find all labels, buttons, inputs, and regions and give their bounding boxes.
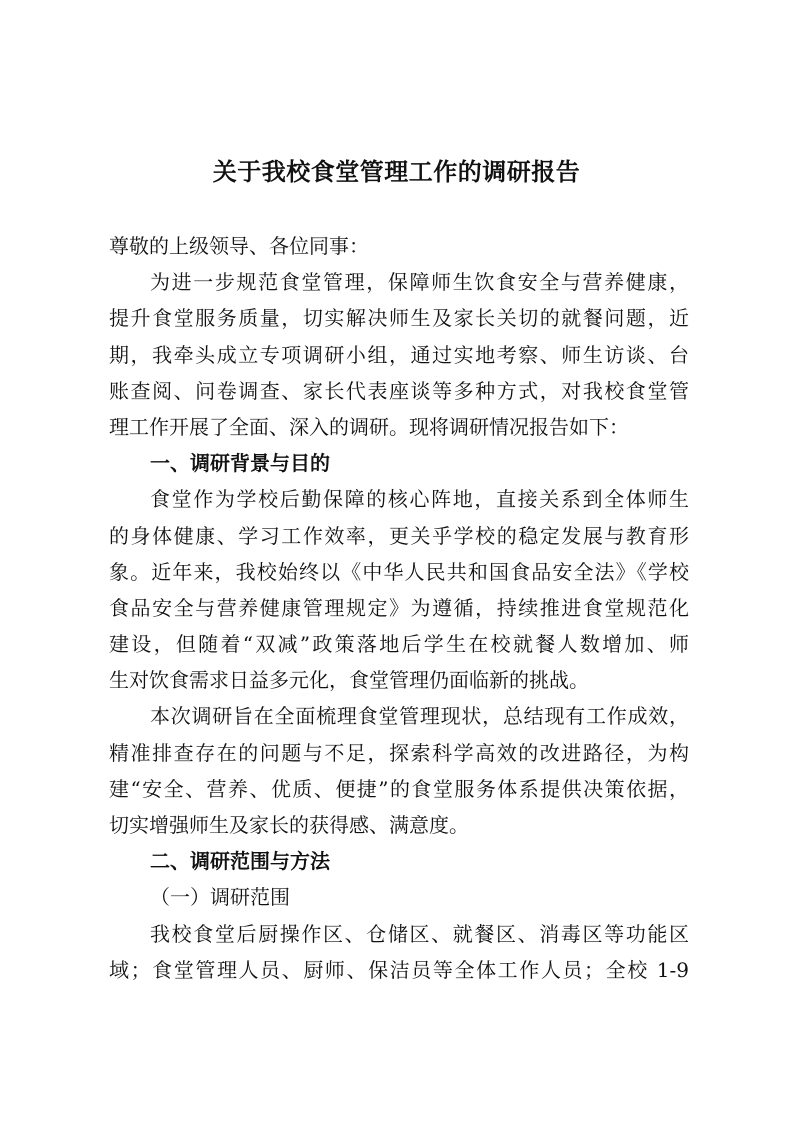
paragraph-line: 食品安全与营养健康管理规定》为遵循，持续推进食堂规范化	[109, 595, 689, 620]
intro-line: 为进一步规范食堂管理，保障师生饮食安全与营养健康，	[150, 270, 689, 295]
paragraph-line: 象。近年来，我校始终以《中华人民共和国食品安全法》《学校	[109, 559, 689, 584]
intro-line: 提升食堂服务质量，切实解决师生及家长关切的就餐问题，近	[109, 306, 689, 331]
paragraph-line: 精准排查存在的问题与不足，探索科学高效的改进路径，为构	[109, 740, 689, 765]
paragraph-line: 切实增强师生及家长的获得感、满意度。	[109, 813, 469, 837]
document-title: 关于我校食堂管理工作的调研报告	[212, 158, 581, 186]
paragraph-line: 的身体健康、学习工作效率，更关乎学校的稳定发展与教育形	[109, 523, 689, 548]
paragraph-line: 域；食堂管理人员、厨师、保洁员等全体工作人员；全校 1-9	[109, 957, 689, 982]
paragraph-line: 建“安全、营养、优质、便捷”的食堂服务体系提供决策依据，	[109, 776, 689, 801]
paragraph-line: 建设，但随着“双减”政策落地后学生在校就餐人数增加、师	[109, 632, 689, 657]
paragraph-line: 本次调研旨在全面梳理食堂管理现状，总结现有工作成效，	[150, 704, 689, 729]
intro-line: 账查阅、问卷调查、家长代表座谈等多种方式，对我校食堂管	[109, 378, 689, 403]
salutation: 尊敬的上级领导、各位同事：	[109, 234, 369, 258]
section-heading-2: 二、调研范围与方法	[150, 849, 330, 874]
paragraph-line: 我校食堂后厨操作区、仓储区、就餐区、消毒区等功能区	[150, 921, 689, 946]
paragraph-line: 食堂作为学校后勤保障的核心阵地，直接关系到全体师生	[150, 487, 689, 512]
section-heading-1: 一、调研背景与目的	[150, 451, 330, 476]
intro-line: 期，我牵头成立专项调研小组，通过实地考察、师生访谈、台	[109, 342, 689, 367]
paragraph-line: 生对饮食需求日益多元化，食堂管理仍面临新的挑战。	[109, 668, 589, 693]
document-body	[109, 228, 689, 988]
subsection-heading-1: （一）调研范围	[150, 885, 290, 910]
intro-line: 理工作开展了全面、深入的调研。现将调研情况报告如下：	[109, 414, 629, 439]
